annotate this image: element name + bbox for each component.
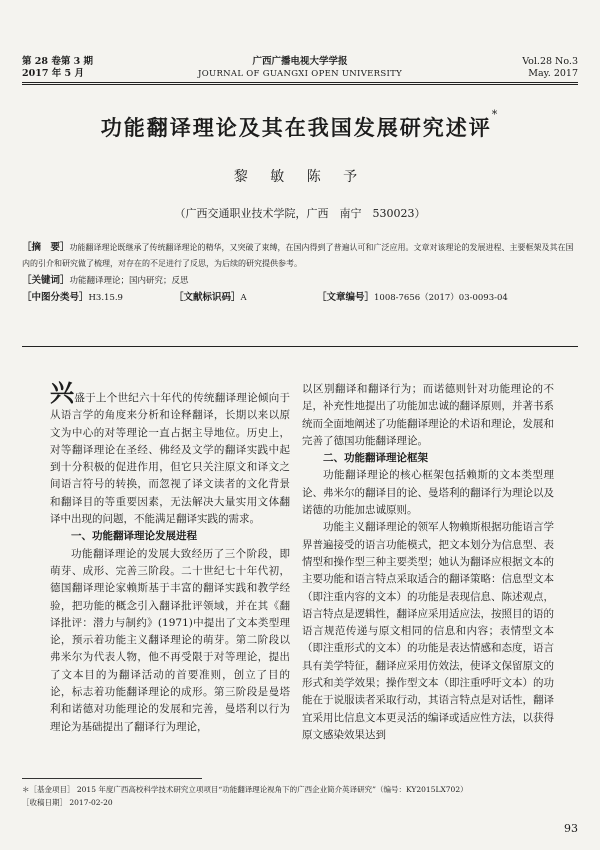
abstract-label: ［摘 要］ [22, 242, 70, 253]
footnote [22, 783, 578, 809]
abstract-text: 功能翻译理论既继承了传统翻译理论的精华，又突破了束缚，在国内得到了普遍认可和广泛应用。文章对该理论的发展进程、主要框架及其在国内的引介和研究做了梳理，对存在的不足进行了反思，为后续的研究提供参考。 [22, 243, 574, 268]
journal-name-cn: 广西广播电视大学学报 [252, 56, 348, 67]
header-volume-issue: 第 28 卷第 3 期 [22, 56, 94, 67]
abstract [22, 240, 578, 272]
paragraph-reiss: 功能主义翻译理论的领军人物赖斯根据功能语言学界普遍接受的语言功能模式，把文本划分为信息型、表情型和操作型三种主要类型；她认为翻译应根据文本的主要功能和语言特点采取适合的翻译策略：信息型文本（即注重内容的文本）的功能是表现信息、陈述观点，语言特点是逻辑性，翻译应采用适应法，按照目的语的语言规范传递与原文相同的信息和内容；表情型文本（即注重形式的文本）的功能是表达情感和态度，语言具有美学特征，翻译应采用仿效法，使译文保留原文的形式和美学效果；操作型文本（即注重呼吁文本）的功能在于说服读者采取行动，其语言特点是对话性，翻译宜采用比信息文本更灵活的编译或适应性方法，以获得原文感染效果达到 [302, 521, 554, 741]
paragraph-framework: 功能翻译理论的核心框架包括赖斯的文本类型理论、弗米尔的翻译目的论、曼塔利的翻译行为理论以及诺德的功能加忠诚原则。 [302, 469, 554, 517]
affiliation: （广西交通职业技术学院，广西 南宁 530023） [174, 207, 426, 220]
doc-code: ［文献标识码］A [174, 292, 247, 303]
article-number: ［文章编号］1008-7656（2017）03-0093-04 [317, 292, 508, 303]
abstract-block [22, 240, 578, 305]
footnote-received: ［收稿日期］ 2017-02-20 [22, 798, 113, 807]
header-date: 2017 年 5 月 [22, 68, 84, 79]
header-rule-2 [22, 84, 578, 85]
classification-row [22, 291, 578, 305]
header-vol-en: Vol.28 No.3 [522, 56, 578, 67]
clc-code: ［中图分类号］H3.15.9 [22, 292, 123, 303]
intro-paragraph: 兴盛于上个世纪六十年代的传统翻译理论倾向于从语言学的角度来分析和诠释翻译，长期以来以原文为中心的对等理论一直占据主导地位。历史上，对等翻译理论在圣经、佛经及文学的翻译实践中起到十分积极的促进作用，但它只关注原文和译文之间语言符号的转换，而忽视了译文读者的文化背景和翻译目的等重要因素，无法解决大量实用文体翻译中出现的问题，不能满足翻译实践的需求。 [50, 378, 291, 526]
title-footnote-mark: * [491, 108, 500, 121]
left-column [50, 378, 291, 736]
section-heading-2: 二、功能翻译理论框架 [323, 452, 428, 465]
journal-name-en: JOURNAL OF GUANGXI OPEN UNIVERSITY [198, 69, 402, 79]
article-title: 功能翻译理论及其在我国发展研究述评* [100, 108, 500, 140]
footnote-rule [22, 778, 202, 779]
header-rule [22, 82, 578, 83]
paragraph-continued: 以区别翻译和翻译行为；而诺德则针对功能理论的不足，补充性地提出了功能加忠诚的翻译原则，并著书系统而全面地阐述了功能翻译理论的术语和理论，发展和完善了德国功能翻译理论。 [302, 383, 554, 447]
header-month-en: May. 2017 [528, 68, 578, 79]
paragraph-development: 功能翻译理论的发展大致经历了三个阶段，即萌芽、成形、完善三阶段。二十世纪七十年代初，德国翻译理论家赖斯基于丰富的翻译实践和教学经验，把功能的概念引入翻译批评领域，并在其《翻译批评：潜力与制约》(1971)中提出了文本类型理论，预示着功能主义翻译理论的萌芽。第二阶段以弗米尔为代表人物，他不再受限于对等理论，提出了文本目的为翻译活动的首要准则，创立了目的论，标志着功能翻译理论的成形。第三阶段是曼塔利和诺德对功能理论的发展和完善，曼塔利以行为理论为基础提出了翻译行为理论， [50, 547, 290, 733]
section-heading-1: 一、功能翻译理论发展进程 [71, 530, 197, 543]
drop-cap: 兴 [50, 378, 75, 407]
right-column [302, 381, 554, 744]
abstract-rule [22, 346, 578, 347]
page-number: 93 [564, 822, 578, 835]
keywords: ［关键词］功能翻译理论；国内研究；反思 [22, 275, 189, 286]
authors: 黎 敏 陈 予 [233, 169, 367, 185]
footnote-fund: ＊［基金项目］ 2015 年度广西高校科学技术研究立项项目“功能翻译理论视角下的广西企业简介英译研究”（编号：KY2015LX702） [22, 785, 468, 794]
